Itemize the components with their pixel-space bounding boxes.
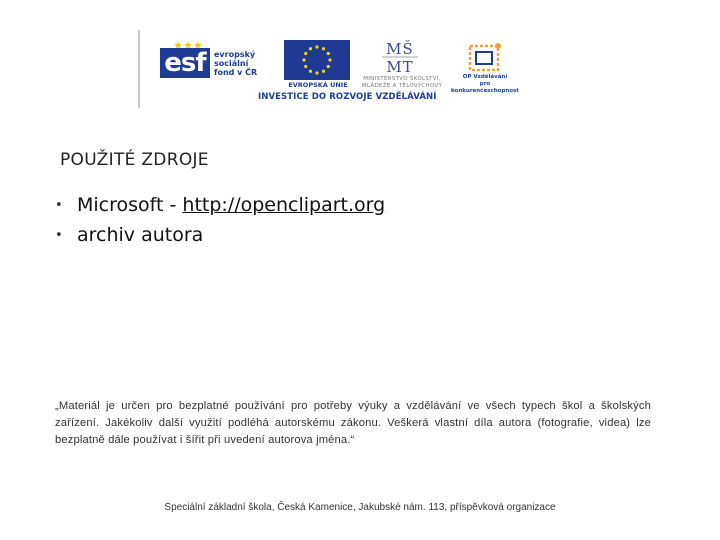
eu-star-icon — [328, 58, 331, 61]
banner-slogan: INVESTICE DO ROZVOJE VZDĚLÁVÁNÍ — [258, 92, 437, 102]
svg-text:MT: MT — [386, 58, 414, 76]
logo-row — [160, 38, 519, 94]
eu-logo — [282, 40, 352, 90]
footer-text: Speciální základní škola, Česká Kamenice, Jakubské nám. 113, příspěvková organizace — [164, 502, 556, 513]
source-text: Microsoft - — [77, 194, 183, 216]
source-text: archiv autora — [77, 224, 204, 246]
msmt-caption — [356, 76, 448, 90]
msmt-caption-line: MINISTERSTVO ŠKOLSTVÍ, — [363, 76, 441, 82]
list-item — [55, 220, 385, 250]
disclaimer-text: „Materiál je určen pro bezplatné používání pro potřeby výuky a vzdělávání ve všech typech škol a školských zařízení. Jakékoliv další využití podléhá autorskému zákonu. Veškerá vlastní díla autora (fotografie, videa) lze bezplatně dále používat i šířit při uvedení autorova jména.“ — [55, 400, 651, 446]
esf-logo — [160, 38, 280, 93]
eu-star-icon — [315, 71, 318, 74]
esf-caption-line: fond v ČR — [214, 68, 258, 77]
msmt-logo — [356, 38, 448, 93]
sources-list — [55, 190, 385, 250]
eu-star-icon — [304, 52, 307, 55]
bullet-icon: • — [55, 227, 63, 243]
msmt-caption-line: MLÁDEŽE A TĚLOVÝCHOVY — [361, 83, 443, 89]
page-title: POUŽITÉ ZDROJE — [60, 150, 209, 170]
op-logo — [450, 38, 520, 93]
logo-banner — [138, 30, 519, 108]
eu-star-icon — [327, 65, 330, 68]
esf-caption-line: evropský — [214, 50, 256, 59]
op-caption-line: pro konkurenceschopnost — [451, 81, 519, 94]
svg-text:MŠ: MŠ — [386, 40, 414, 58]
bullet-icon: • — [55, 197, 63, 213]
eu-star-icon — [302, 58, 305, 61]
source-link[interactable]: http://openclipart.org — [182, 194, 386, 216]
eu-star-icon — [309, 70, 312, 73]
eu-flag-icon — [284, 40, 350, 80]
eu-label: EVROPSKÁ UNIE — [288, 81, 348, 89]
eu-star-icon — [322, 70, 325, 73]
eu-star-icon — [322, 47, 325, 50]
esf-caption-line: sociální — [214, 59, 249, 68]
esf-caption — [214, 50, 280, 77]
eu-star-icon — [304, 65, 307, 68]
msmt-mark-icon — [370, 38, 430, 76]
list-item — [55, 190, 385, 220]
op-caption-line: OP Vzdělávání — [462, 74, 508, 80]
op-mark-icon — [462, 40, 506, 74]
eu-star-icon — [309, 47, 312, 50]
eu-star-icon — [315, 45, 318, 48]
eu-star-icon — [327, 52, 330, 55]
esf-wordmark: esf — [160, 48, 210, 78]
